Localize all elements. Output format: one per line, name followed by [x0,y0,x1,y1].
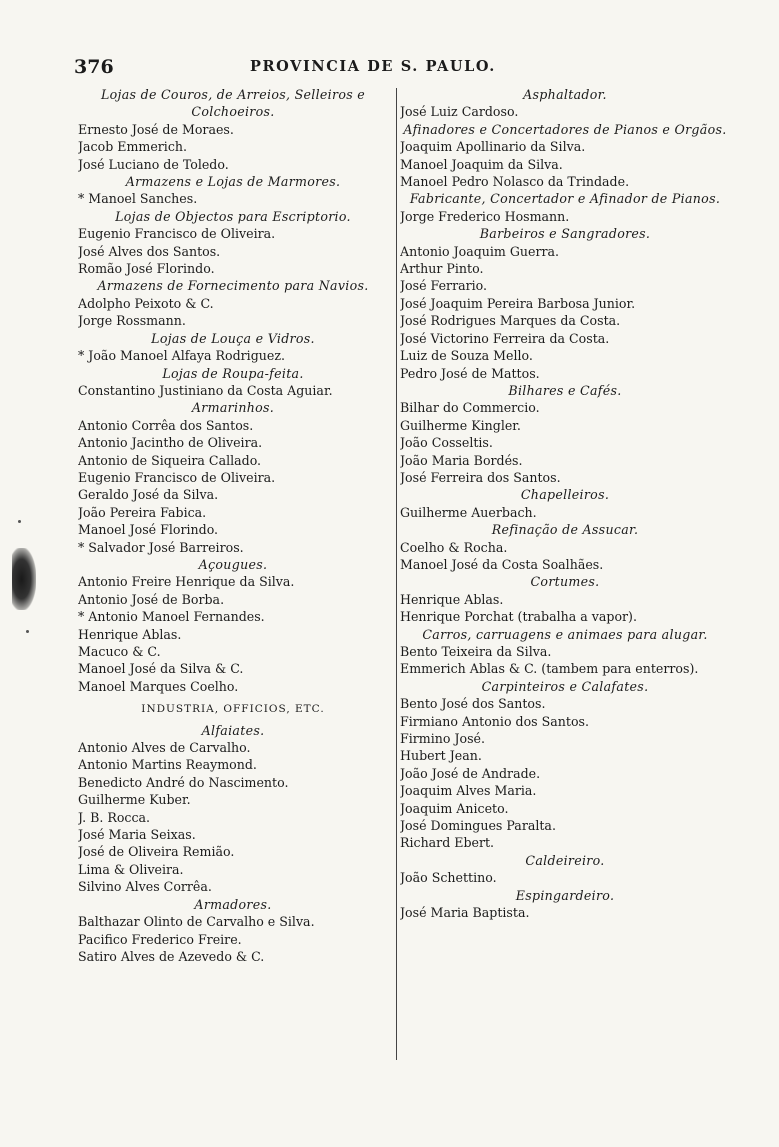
directory-entry: Antonio Jacintho de Oliveira. [78,435,263,451]
directory-entry: Satiro Alves de Azevedo & C. [78,948,265,964]
category-heading: Chapelleiros. [520,487,610,503]
directory-entry: Antonio Freire Henrique da Silva. [78,574,295,590]
directory-entry: Balthazar Olinto de Carvalho e Silva. [78,914,315,930]
directory-entry: José Maria Seixas. [78,827,196,843]
directory-entry: Joaquim Aniceto. [400,800,509,816]
directory-entry: Jacob Emmerich. [78,139,188,155]
category-heading: Barbeiros e Sangradores. [479,226,651,242]
directory-entry: Antonio Martins Reaymond. [78,757,257,773]
directory-entry: Joaquim Apollinario da Silva. [400,139,586,155]
category-heading: Lojas de Louça e Vidros. [151,330,315,346]
directory-entry: João José de Andrade. [400,765,541,781]
category-heading: Armadores. [194,896,272,912]
directory-entry: * Antonio Manoel Fernandes. [78,609,265,625]
category-heading: Fabricante, Concertador e Afinador de Pianos. [409,191,721,207]
speck-mark [26,630,29,633]
directory-entry: Manoel Marques Coelho. [78,678,239,694]
directory-entry: Eugenio Francisco de Oliveira. [78,469,276,485]
directory-entry: José Luiz Cardoso. [400,104,519,120]
directory-entry: João Cosseltis. [400,435,493,451]
directory-entry: José Maria Baptista. [400,905,530,921]
directory-entry: Coelho & Rocha. [400,539,508,555]
directory-entry: Bilhar do Commercio. [400,400,540,416]
directory-entry: Luiz de Souza Mello. [400,348,533,364]
speck-mark [18,520,21,523]
directory-entry: Ernesto José de Moraes. [78,121,234,137]
directory-entry: José Ferrario. [400,278,488,294]
directory-entry: Henrique Porchat (trabalha a vapor). [400,609,637,625]
directory-entry: José Victorino Ferreira da Costa. [400,330,610,346]
directory-entry: Antonio José de Borba. [78,591,225,607]
directory-entry: Pacifico Frederico Freire. [78,931,242,947]
directory-entry: Pedro José de Mattos. [400,365,540,381]
directory-entry: Antonio Alves de Carvalho. [78,740,251,756]
directory-entry: Firmino José. [400,731,486,747]
directory-entry: Jorge Rossmann. [78,313,186,329]
right-column [400,86,730,922]
directory-entry: Guilherme Kuber. [78,792,191,808]
directory-entry: Eugenio Francisco de Oliveira. [78,226,276,242]
directory-entry: Joaquim Alves Maria. [400,783,537,799]
directory-entry: Emmerich Ablas & C. (tambem para enterros). [400,661,699,677]
directory-entry: * Salvador José Barreiros. [78,539,244,555]
directory-entry: José Alves dos Santos. [78,243,221,259]
category-heading: Afinadores e Concertadores de Pianos e Orgãos. [403,121,727,137]
directory-entry: Bento Teixeira da Silva. [400,644,552,659]
category-heading: Alfaiates. [201,722,265,738]
directory-entry: * Manoel Sanches. [78,191,198,207]
category-heading: Lojas de Roupa-feita. [162,365,304,381]
category-heading: Lojas de Objectos para Escriptorio. [115,208,351,224]
category-heading: Bilhares e Cafés. [508,382,622,398]
directory-entry: Arthur Pinto. [400,261,484,277]
category-heading: Caldeireiro. [525,852,605,868]
directory-entry: Manoel José da Costa Soalhães. [400,556,604,572]
directory-entry: Manoel Pedro Nolasco da Trindade. [400,174,630,190]
directory-entry: Manoel Joaquim da Silva. [400,156,563,172]
directory-entry: Jorge Frederico Hosmann. [400,208,570,224]
category-heading: Cortumes. [530,574,600,590]
directory-entry: * João Manoel Alfaya Rodriguez. [78,348,285,364]
category-heading: Açougues. [198,556,268,572]
directory-entry: José Rodrigues Marques da Costa. [400,313,621,329]
directory-entry: Lima & Oliveira. [78,861,184,877]
directory-entry: Antonio Corrêa dos Santos. [78,417,254,433]
directory-entry: José Domingues Paralta. [400,818,556,834]
directory-entry: Constantino Justiniano da Costa Aguiar. [78,382,333,398]
category-heading: Armazens de Fornecimento para Navios. [97,278,369,294]
directory-entry: Bento José dos Santos. [400,696,546,712]
running-title: PROVINCIA DE S. PAULO. [250,58,496,75]
directory-entry: J. B. Rocca. [78,809,151,825]
directory-entry: Silvino Alves Corrêa. [78,879,212,895]
directory-entry: Antonio Joaquim Guerra. [400,243,560,259]
directory-entry: Manoel José da Silva & C. [78,661,244,677]
section-heading: INDUSTRIA, OFFICIOS, ETC. [141,703,325,716]
directory-entry: Romão José Florindo. [78,261,215,277]
page-number: 376 [74,56,114,78]
directory-entry: Guilherme Auerbach. [400,504,537,520]
directory-entry: Adolpho Peixoto & C. [78,295,214,311]
directory-entry: Henrique Ablas. [78,626,182,642]
category-heading: Armazens e Lojas de Marmores. [125,174,341,190]
directory-entry: José Joaquim Pereira Barbosa Junior. [400,295,636,311]
directory-entry: Geraldo José da Silva. [78,487,219,503]
directory-entry: José Ferreira dos Santos. [400,469,561,485]
page-stain [12,548,36,610]
directory-entry: Richard Ebert. [400,835,495,851]
directory-entry: Macuco & C. [78,644,161,659]
directory-entry: José Luciano de Toledo. [78,156,229,172]
directory-entry: Benedicto André do Nascimento. [78,774,289,790]
directory-entry: João Pereira Fabica. [78,504,207,520]
directory-entry: Manoel José Florindo. [78,522,219,538]
category-heading: Carpinteiros e Calafates. [481,678,649,694]
directory-entry: João Maria Bordés. [400,452,523,468]
directory-entry: Hubert Jean. [400,748,482,764]
category-heading: Lojas de Couros, de Arreios, Selleiros e Colchoeiros. [100,87,366,120]
category-heading: Asphaltador. [523,87,607,102]
directory-entry: João Schettino. [400,870,497,886]
category-heading: Armarinhos. [191,400,275,416]
directory-entry: Firmiano Antonio dos Santos. [400,713,589,729]
directory-entry: José de Oliveira Remião. [78,844,235,860]
directory-entry: Antonio de Siqueira Callado. [78,452,262,468]
directory-entry: Guilherme Kingler. [400,417,521,433]
category-heading: Espingardeiro. [515,887,615,903]
directory-entry: Henrique Ablas. [400,591,504,607]
category-heading: Carros, carruagens e animaes para alugar. [422,626,708,642]
left-column [78,86,388,965]
category-heading: Refinação de Assucar. [491,522,639,538]
column-divider [396,88,397,1060]
